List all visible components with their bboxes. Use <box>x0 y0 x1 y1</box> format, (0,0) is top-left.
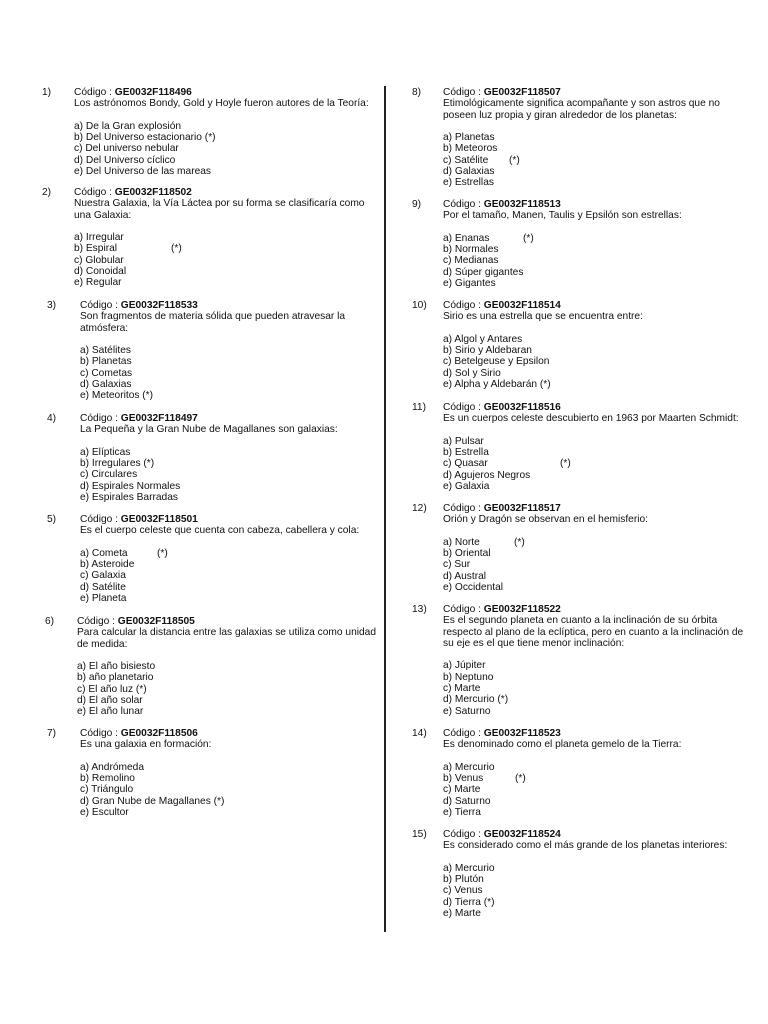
answer-option-text: c) Betelgeuse y Epsilon <box>443 356 550 368</box>
answer-option <box>443 897 768 908</box>
question-text: Es el cuerpo celeste que cuenta con cabeza, cabellera y cola: <box>80 525 360 537</box>
answer-option <box>80 469 410 480</box>
answer-option <box>74 277 404 288</box>
question-text: Es una galaxia en formación: <box>80 739 212 751</box>
answer-option <box>443 694 768 705</box>
answer-option-text: b) Estrella <box>443 447 489 459</box>
answer-option-text: b) año planetario <box>77 672 154 684</box>
answer-option <box>80 492 410 503</box>
answer-option-text: a) Andrómeda <box>80 761 144 773</box>
answer-option-text: b) Del Universo estacionario (*) <box>74 132 216 144</box>
answer-option <box>443 863 768 874</box>
answer-option <box>80 458 410 469</box>
answer-option-text: c) Venus <box>443 885 483 897</box>
code-label: Código : <box>443 199 481 210</box>
answer-option-text: c) Globular <box>74 254 124 266</box>
code-label: Código : <box>80 413 118 424</box>
question-code: GE0032F118502 <box>114 187 192 198</box>
answer-option <box>443 807 768 818</box>
answer-option <box>77 672 407 683</box>
answer-option <box>443 447 768 458</box>
question-code-line <box>443 199 768 210</box>
answer-option <box>443 672 768 683</box>
answer-option-text: a) Norte <box>443 536 480 548</box>
answer-option-text: e) Marte <box>443 908 481 920</box>
answer-option <box>77 695 407 706</box>
question-text: una Galaxia: <box>74 209 132 221</box>
answer-option-text: a) De la Gran explosión <box>74 120 182 132</box>
answer-option <box>443 166 768 177</box>
answer-option-text: a) Algol y Antares <box>443 333 523 345</box>
answer-option-text: e) Saturno <box>443 705 491 717</box>
question-code-line <box>77 616 407 627</box>
answer-option-text: c) Circulares <box>80 469 138 481</box>
answer-option-text: d) Mercurio (*) <box>443 694 509 706</box>
answer-option-text: e) Gigantes <box>443 278 496 290</box>
answer-option <box>443 683 768 694</box>
answer-option-text: b) Normales <box>443 244 499 256</box>
answer-option-text: e) Galaxia <box>443 481 490 493</box>
answer-option-text: c) Satélite <box>443 154 489 166</box>
question-code-line <box>74 87 404 98</box>
question-code-line <box>443 829 768 840</box>
question-code-line <box>443 87 768 98</box>
code-label: Código : <box>443 829 481 840</box>
answer-option-text: b) Plutón <box>443 874 484 886</box>
answer-option <box>80 447 410 458</box>
answer-option <box>77 706 407 717</box>
answer-option-text: d) Saturno <box>443 795 491 807</box>
question-number: 14) <box>412 728 427 739</box>
question-number: 6) <box>45 616 55 627</box>
answer-option <box>443 582 768 593</box>
question-code-line <box>80 300 410 311</box>
question-code: GE0032F118533 <box>120 300 198 311</box>
question-text: de medida: <box>77 638 128 650</box>
question-text: Etimológicamente significa acompañante y son astros que no <box>443 98 720 110</box>
answer-option-text: e) Planeta <box>80 593 127 605</box>
question-text: Son fragmentos de materia sólida que pueden atravesar la <box>80 311 346 323</box>
question-code: GE0032F118524 <box>483 829 561 840</box>
answer-option-text: b) Remolino <box>80 773 135 785</box>
answer-option <box>443 458 768 469</box>
question-code-line <box>443 728 768 739</box>
answer-option-text: d) Gran Nube de Magallanes (*) <box>80 795 225 807</box>
answer-option-text: c) Del universo nebular <box>74 143 179 155</box>
answer-option-text: c) El año luz (*) <box>77 683 147 695</box>
question-text: Orión y Dragón se observan en el hemisferio: <box>443 514 648 526</box>
answer-option <box>74 243 404 254</box>
answer-option-text: e) El año lunar <box>77 706 144 718</box>
answer-option-text: e) Del Universo de las mareas <box>74 166 212 178</box>
answer-option-text: b) Irregulares (*) <box>80 458 155 470</box>
answer-option-text: d) Sol y Sirio <box>443 367 501 379</box>
question-text: su eje es el que tiene menor inclinación: <box>443 637 625 649</box>
question-number: 2) <box>42 187 52 198</box>
question-number: 13) <box>412 604 427 615</box>
answer-option <box>80 356 410 367</box>
answer-option-text: a) Mercurio <box>443 761 495 773</box>
question-number: 9) <box>412 199 422 210</box>
answer-option <box>443 334 768 345</box>
question-text: Es considerado como el más grande de los planetas interiores: <box>443 840 728 852</box>
answer-option <box>80 481 410 492</box>
question-code: GE0032F118501 <box>120 514 198 525</box>
question-text: poseen luz propia y giran alrededor de los planetas: <box>443 109 677 121</box>
answer-option <box>80 548 410 559</box>
question-text: Por el tamaño, Manen, Taulis y Epsilón son estrellas: <box>443 210 682 222</box>
answer-option <box>80 582 410 593</box>
answer-option <box>443 796 768 807</box>
question-text: Sirio es una estrella que se encuentra entre: <box>443 311 643 323</box>
answer-option <box>443 267 768 278</box>
answer-option-text: b) Sirio y Aldebaran <box>443 345 532 357</box>
question-number: 1) <box>42 87 52 98</box>
answer-option <box>443 255 768 266</box>
answer-option <box>443 559 768 570</box>
answer-option-text: d) Agujeros Negros <box>443 469 531 481</box>
question-text: Nuestra Galaxia, la Vía Láctea por su forma se clasificaría como <box>74 198 365 210</box>
answer-option <box>443 660 768 671</box>
code-label: Código : <box>74 87 112 98</box>
correct-answer-mark: (*) <box>514 536 525 548</box>
answer-option <box>80 390 410 401</box>
answer-option-text: a) Enanas <box>443 232 490 244</box>
answer-option-text: a) Mercurio <box>443 862 495 874</box>
answer-option <box>74 155 404 166</box>
code-label: Código : <box>80 300 118 311</box>
question-code: GE0032F118507 <box>483 87 561 98</box>
answer-option <box>443 143 768 154</box>
question-code-line <box>443 300 768 311</box>
question-number: 10) <box>412 300 427 311</box>
answer-option <box>80 379 410 390</box>
answer-option <box>74 166 404 177</box>
answer-option-text: a) Júpiter <box>443 660 486 672</box>
answer-option <box>80 593 410 604</box>
answer-option <box>443 885 768 896</box>
code-label: Código : <box>80 728 118 739</box>
question-code: GE0032F118496 <box>114 87 192 98</box>
answer-option <box>80 570 410 581</box>
question-number: 11) <box>412 402 426 413</box>
code-label: Código : <box>77 616 115 627</box>
answer-option <box>443 706 768 717</box>
question-text: La Pequeña y la Gran Nube de Magallanes son galaxias: <box>80 424 338 436</box>
answer-option-text: e) Meteoritos (*) <box>80 390 154 402</box>
answer-option-text: c) Galaxia <box>80 570 126 582</box>
answer-option <box>443 874 768 885</box>
answer-option <box>74 266 404 277</box>
answer-option-text: c) Medianas <box>443 255 499 267</box>
question-number: 12) <box>412 503 427 514</box>
answer-option <box>443 784 768 795</box>
code-label: Código : <box>443 402 481 413</box>
answer-option <box>443 436 768 447</box>
code-label: Código : <box>443 300 481 311</box>
answer-option-text: a) Irregular <box>74 232 124 244</box>
answer-option-text: c) Triángulo <box>80 784 134 796</box>
answer-option-text: b) Oriental <box>443 548 491 560</box>
question-code-line <box>443 604 768 615</box>
answer-option <box>74 232 404 243</box>
answer-option <box>443 345 768 356</box>
answer-option-text: b) Planetas <box>80 356 132 368</box>
answer-option <box>443 773 768 784</box>
answer-option <box>80 368 410 379</box>
answer-option-text: d) Del Universo cíclico <box>74 154 176 166</box>
answer-option-text: e) Espirales Barradas <box>80 492 178 504</box>
answer-option <box>80 784 410 795</box>
answer-option-text: a) Satélites <box>80 345 131 357</box>
code-label: Código : <box>443 503 481 514</box>
answer-option-text: d) Galaxias <box>443 166 495 178</box>
answer-option <box>80 559 410 570</box>
answer-option <box>443 278 768 289</box>
question-text: Es un cuerpos celeste descubierto en 1963 por Maarten Schmidt: <box>443 413 739 425</box>
code-label: Código : <box>443 604 481 615</box>
answer-option-text: d) Súper gigantes <box>443 266 524 278</box>
answer-option <box>74 143 404 154</box>
question-number: 3) <box>47 300 57 311</box>
answer-option-text: c) Marte <box>443 683 481 695</box>
question-code: GE0032F118506 <box>120 728 198 739</box>
question-number: 7) <box>47 728 57 739</box>
answer-option-text: b) Meteoros <box>443 143 498 155</box>
answer-option-text: a) Pulsar <box>443 435 484 447</box>
question-code-line <box>443 402 768 413</box>
answer-option <box>443 233 768 244</box>
answer-option <box>443 537 768 548</box>
answer-option <box>443 368 768 379</box>
answer-option-text: a) Planetas <box>443 132 495 144</box>
question-text: atmósfera: <box>80 322 129 334</box>
answer-option <box>443 548 768 559</box>
answer-option <box>74 255 404 266</box>
answer-option <box>74 132 404 143</box>
answer-option <box>74 121 404 132</box>
answer-option <box>80 762 410 773</box>
correct-answer-mark: (*) <box>171 243 182 255</box>
answer-option <box>443 356 768 367</box>
question-code: GE0032F118516 <box>483 402 561 413</box>
answer-option <box>443 177 768 188</box>
correct-answer-mark: (*) <box>560 458 571 470</box>
answer-option <box>77 684 407 695</box>
answer-option-text: d) Espirales Normales <box>80 480 181 492</box>
code-label: Código : <box>443 87 481 98</box>
correct-answer-mark: (*) <box>515 773 526 785</box>
question-code: GE0032F118522 <box>483 604 561 615</box>
answer-option-text: b) Neptuno <box>443 671 494 683</box>
question-number: 4) <box>47 413 57 424</box>
question-text: Es denominado como el planeta gemelo de la Tierra: <box>443 739 682 751</box>
answer-option-text: e) Estrellas <box>443 177 494 189</box>
answer-option-text: d) Satélite <box>80 581 126 593</box>
answer-option <box>443 762 768 773</box>
answer-option <box>443 155 768 166</box>
question-text: Es el segundo planeta en cuanto a la inclinación de su órbita <box>443 615 718 627</box>
answer-option-text: e) Escultor <box>80 807 129 819</box>
answer-option <box>443 379 768 390</box>
answer-option-text: b) Venus <box>443 773 484 785</box>
answer-option <box>443 470 768 481</box>
answer-option-text: d) Galaxias <box>80 379 132 391</box>
question-code-line <box>80 514 410 525</box>
answer-option-text: b) Asteroide <box>80 559 135 571</box>
answer-option-text: e) Tierra <box>443 807 481 819</box>
answer-option-text: e) Alpha y Aldebarán (*) <box>443 379 551 391</box>
answer-option-text: d) Conoidal <box>74 266 127 278</box>
answer-option <box>80 345 410 356</box>
answer-option-text: c) Cometas <box>80 367 133 379</box>
answer-option-text: a) Cometa <box>80 547 128 559</box>
answer-option <box>80 773 410 784</box>
answer-option-text: e) Occidental <box>443 582 504 594</box>
answer-option-text: c) Marte <box>443 784 481 796</box>
answer-option-text: e) Regular <box>74 277 122 289</box>
question-code: GE0032F118497 <box>120 413 198 424</box>
answer-option-text: d) Austral <box>443 570 487 582</box>
code-label: Código : <box>74 187 112 198</box>
code-label: Código : <box>443 728 481 739</box>
code-label: Código : <box>80 514 118 525</box>
answer-option-text: a) Elípticas <box>80 446 131 458</box>
answer-option <box>77 661 407 672</box>
question-code-line <box>443 503 768 514</box>
question-code: GE0032F118514 <box>483 300 561 311</box>
question-text: respecto al plano de la eclíptica, pero en cuanto a la inclinación de <box>443 626 744 638</box>
answer-option <box>443 244 768 255</box>
question-number: 8) <box>412 87 422 98</box>
answer-option-text: d) Tierra (*) <box>443 896 495 908</box>
answer-option-text: d) El año solar <box>77 695 143 707</box>
answer-option <box>443 908 768 919</box>
answer-option <box>80 807 410 818</box>
question-code: GE0032F118523 <box>483 728 561 739</box>
question-code-line <box>74 187 404 198</box>
answer-option <box>80 796 410 807</box>
answer-option-text: b) Espiral <box>74 243 118 255</box>
question-text: Para calcular la distancia entre las galaxias se utiliza como unidad <box>77 627 376 639</box>
question-code-line <box>80 728 410 739</box>
correct-answer-mark: (*) <box>509 154 520 166</box>
question-code: GE0032F118517 <box>483 503 561 514</box>
answer-option-text: a) El año bisiesto <box>77 661 156 673</box>
correct-answer-mark: (*) <box>157 547 168 559</box>
question-code: GE0032F118505 <box>117 616 195 627</box>
question-code-line <box>80 413 410 424</box>
answer-option <box>443 571 768 582</box>
question-text: Los astrónomos Bondy, Gold y Hoyle fueron autores de la Teoría: <box>74 98 369 110</box>
answer-option-text: c) Quasar <box>443 458 488 470</box>
answer-option-text: c) Sur <box>443 559 471 571</box>
correct-answer-mark: (*) <box>523 232 534 244</box>
answer-option <box>443 132 768 143</box>
question-number: 5) <box>47 514 57 525</box>
question-number: 15) <box>412 829 427 840</box>
question-code: GE0032F118513 <box>483 199 561 210</box>
answer-option <box>443 481 768 492</box>
